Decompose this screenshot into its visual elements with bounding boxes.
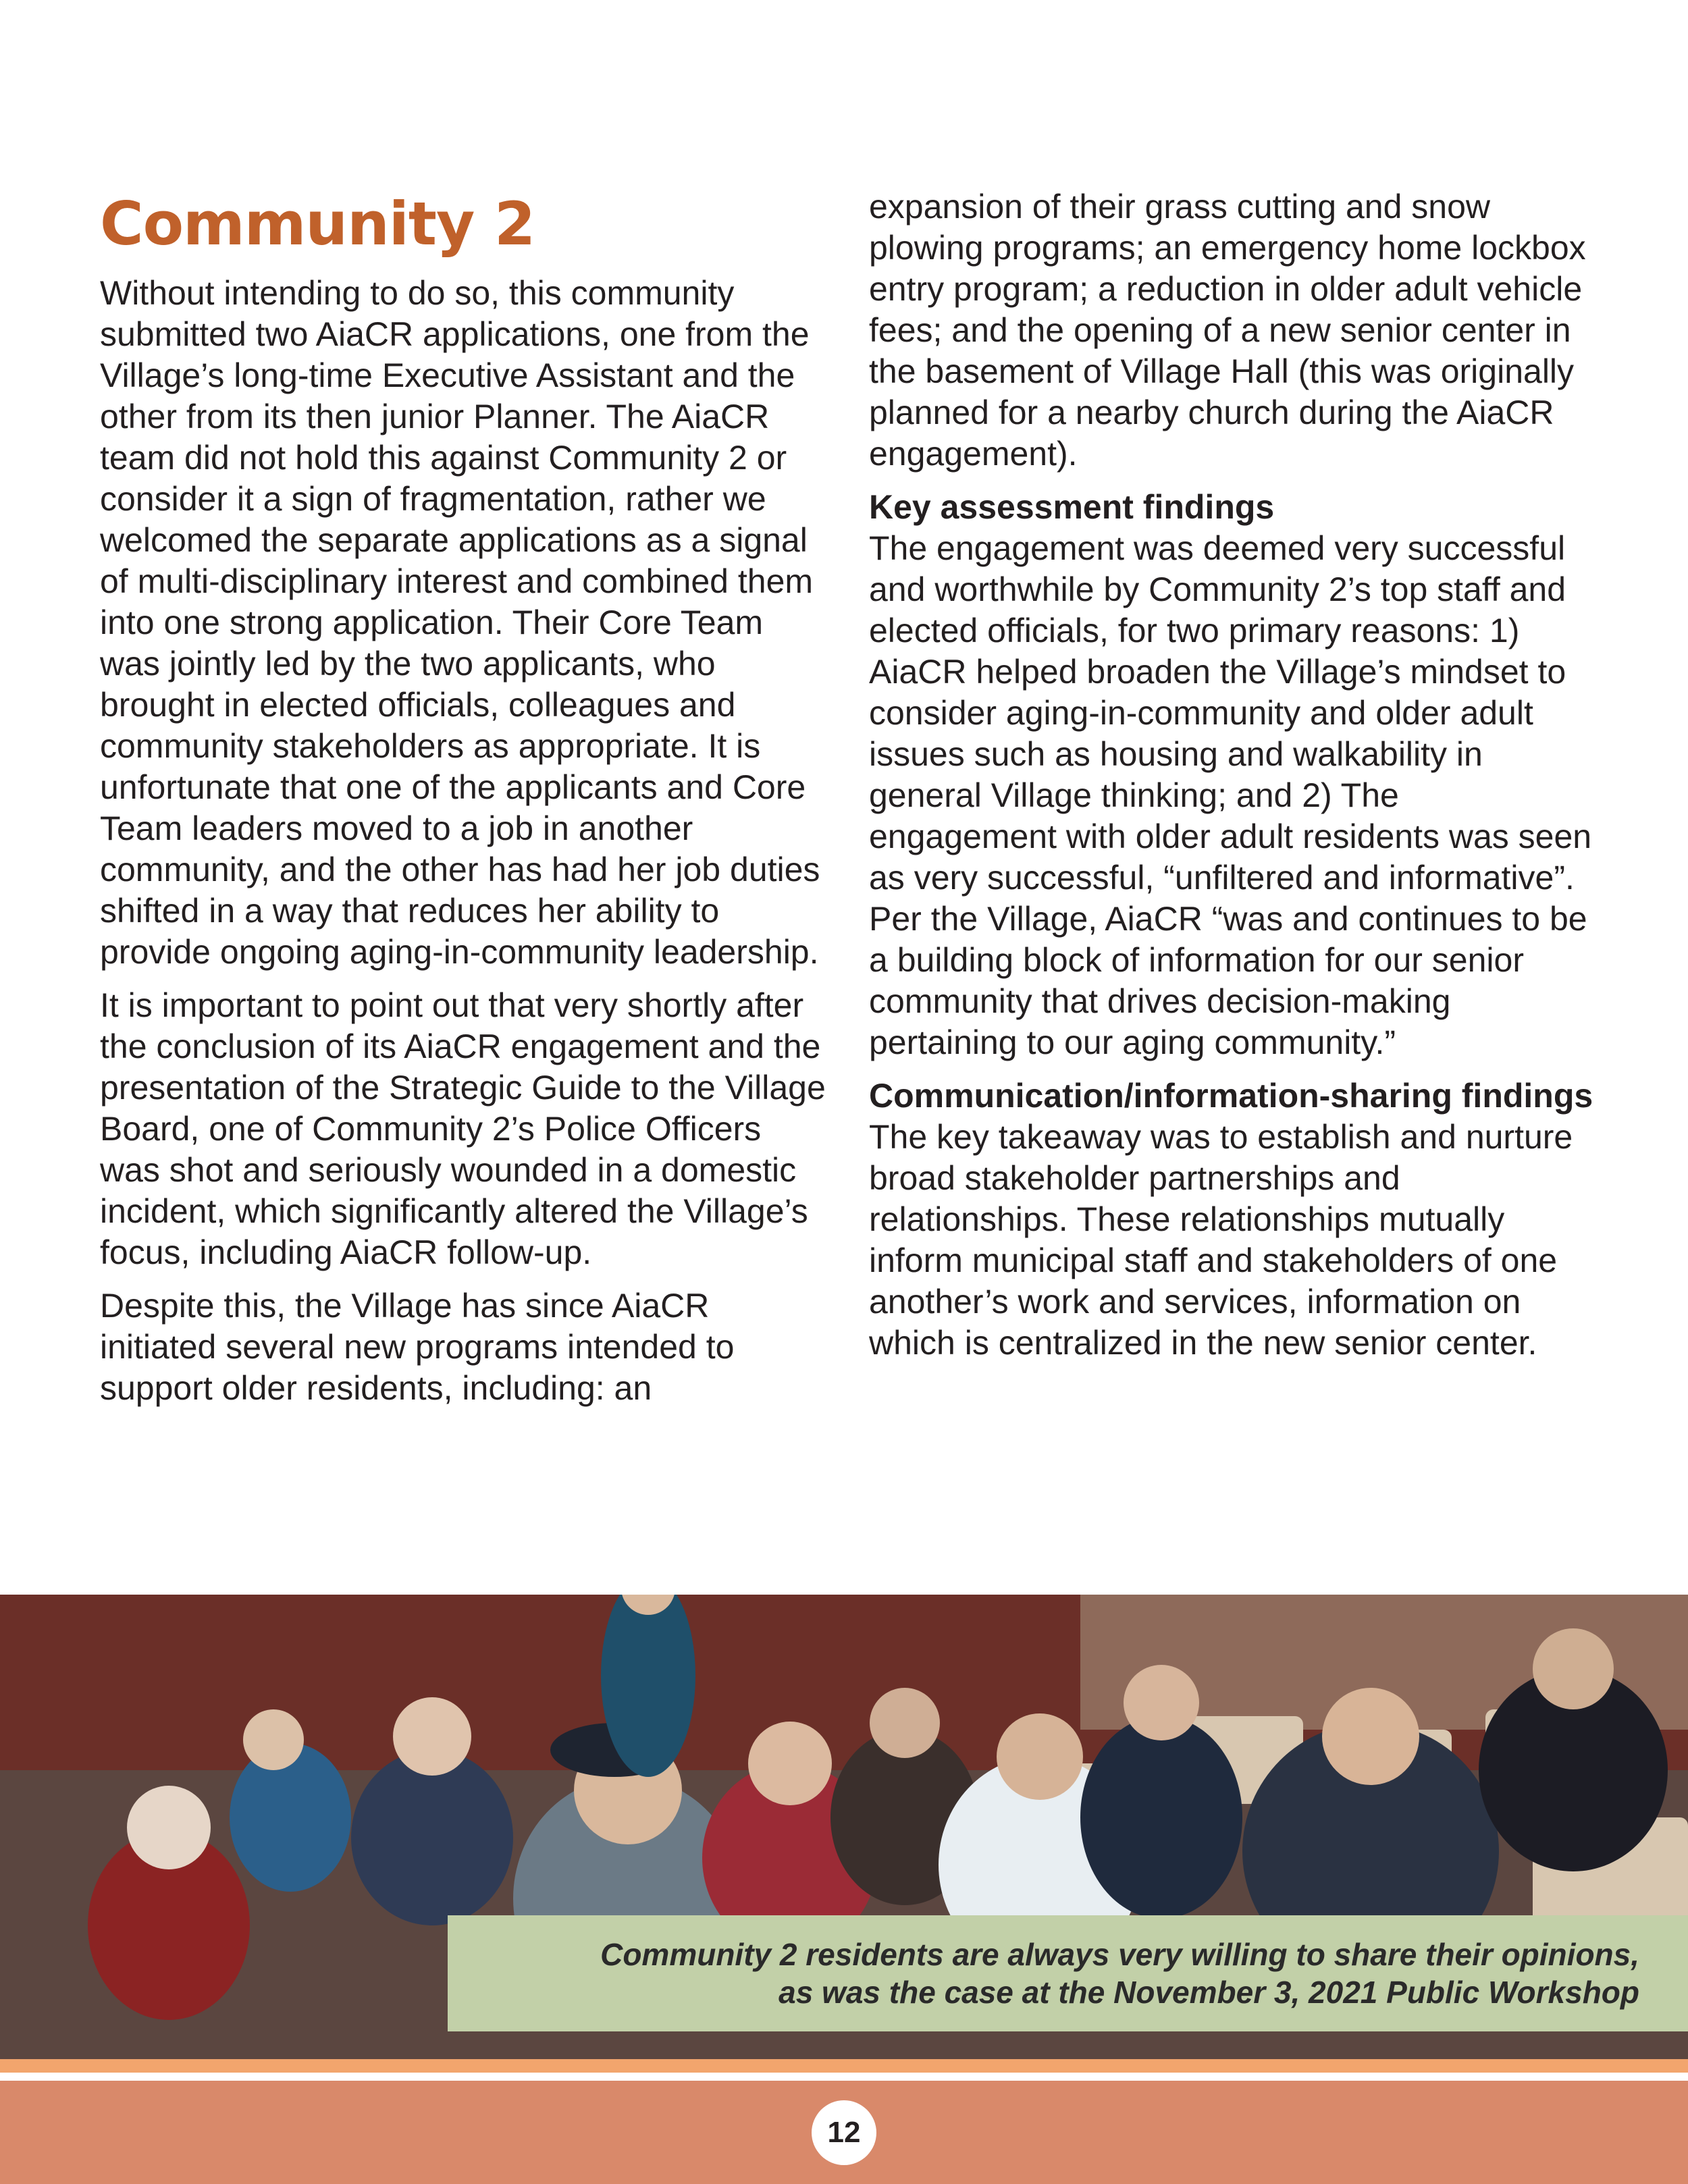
photo-caption: [448, 1915, 1688, 2031]
right-column: [869, 186, 1595, 1376]
body-paragraph: Despite this, the Village has since AiaCR initiated several new programs intended to support older residents, including: an: [100, 1287, 735, 1407]
caption-line: as was the case at the November 3, 2021 Public Workshop: [779, 1975, 1639, 2010]
caption-line: Community 2 residents are always very willing to share their opinions,: [600, 1937, 1639, 1972]
section-heading: Community 2: [100, 189, 535, 259]
body-paragraph: Without intending to do so, this community submitted two AiaCR applications, one from the Village’s long-time Executive Assistant and the other from its then junior Planner. The AiaCR team did not hold this against Community 2 or consider it a sign of fragmentation, rather we welcomed the separate applications as a signal of multi-disciplinary interest and combined them into one strong application. Their Core Team was jointly led by the two applicants, who brought in elected officials, colleagues and community stakeholders as appropriate. It is unfortunate that one of the applicants and Core Team leaders moved to a job in another community, and the other has had her job duties shifted in a way that reduces her ability to provide ongoing aging-in-community leadership.: [100, 274, 820, 971]
body-paragraph: The key takeaway was to establish and nurture broad stakeholder partnerships and relationships. These relationships mutually inform municipal staff and stakeholders of one another’s work and services, information on which is centralized in the new senior center.: [869, 1118, 1573, 1362]
body-paragraph: The engagement was deemed very successful and worthwhile by Community 2’s top staff and elected officials, for two primary reasons: 1) AiaCR helped broaden the Village’s mindset to consider aging-in-community and older adult issues such as housing and walkability in general Village thinking; and 2) The engagement with older adult residents was seen as very successful, “unfiltered and informative”. Per the Village, AiaCR “was and continues to be a building block of information for our senior community that drives decision-making pertaining to our aging community.”: [869, 529, 1592, 1061]
footer-divider: [0, 2073, 1688, 2081]
communication-heading: Communication/information-sharing findings: [869, 1077, 1593, 1115]
body-paragraph: It is important to point out that very shortly after the conclusion of its AiaCR engagement and the presentation of the Strategic Guide to the Village Board, one of Community 2’s Police Officers was shot and seriously wounded in a domestic incident, which significantly altered the Village’s focus, including AiaCR follow-up.: [100, 986, 826, 1271]
key-findings-heading: Key assessment findings: [869, 488, 1275, 526]
page-number: 12: [812, 2100, 876, 2165]
body-paragraph: expansion of their grass cutting and snow plowing programs; an emergency home lockbox entry program; a reduction in older adult vehicle fees; and the opening of a new senior center in the basement of Village Hall (this was originally planned for a nearby church during the AiaCR engagement).: [869, 188, 1586, 473]
left-column: [100, 182, 826, 1421]
footer-accent-stripe: [0, 2059, 1688, 2073]
